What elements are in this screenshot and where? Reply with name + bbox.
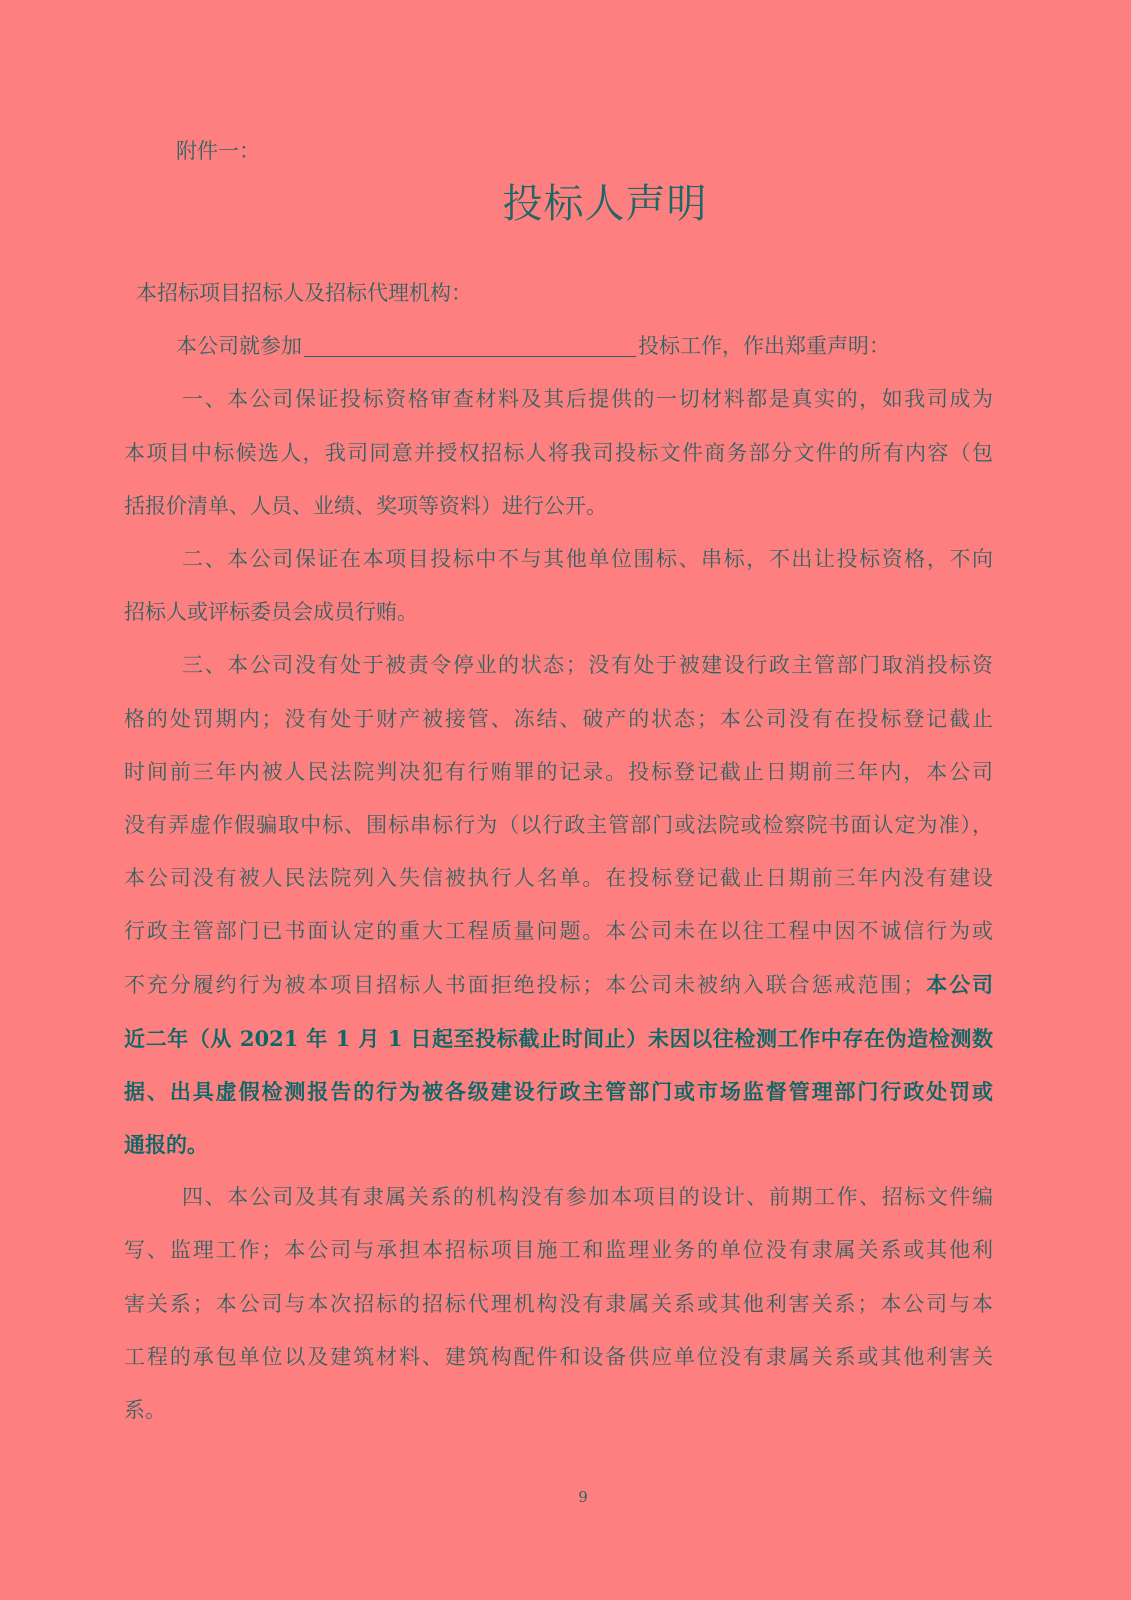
paragraph-line: 害关系；本公司与本次招标的招标代理机构没有隶属关系或其他利害关系；本公司与本 xyxy=(124,1291,993,1316)
paragraph-line: 格的处罚期内；没有处于财产被接管、冻结、破产的状态；本公司没有在投标登记截止 xyxy=(124,706,993,731)
bold-text: 本公司 xyxy=(924,972,994,998)
bold-paragraph-line: 近二年（从 2021 年 1 月 1 日起至投标截止时间止）未因以往检测工作中存在伪造检测数 xyxy=(124,1025,993,1051)
paragraph-line: 写、监理工作；本公司与承担本招标项目施工和监理业务的单位没有隶属关系或其他利 xyxy=(124,1238,993,1263)
paragraph-line: 一、本公司保证投标资格审查材料及其后提供的一切材料都是真实的，如我司成为 xyxy=(182,387,993,412)
paragraph-line: 行政主管部门已书面认定的重大工程质量问题。本公司未在以往工程中因不诚信行为或 xyxy=(124,919,993,944)
paragraph-line: 三、本公司没有处于被责令停业的状态；没有处于被建设行政主管部门取消投标资 xyxy=(182,653,993,678)
paragraph-3 xyxy=(124,639,993,1171)
attachment-label: 附件一： xyxy=(176,139,260,163)
paragraph-line: 工程的承包单位以及建筑材料、建筑构配件和设备供应单位没有隶属关系或其他利害关 xyxy=(124,1344,993,1369)
paragraph-2 xyxy=(124,533,993,639)
page-number: 9 xyxy=(578,1488,588,1506)
paragraph-line: 招标人或评标委员会成员行贿。 xyxy=(124,600,418,625)
paragraph-line: 四、本公司及其有隶属关系的机构没有参加本项目的设计、前期工作、招标文件编 xyxy=(182,1185,993,1210)
bold-paragraph-line: 通报的。 xyxy=(124,1132,208,1157)
document-title: 投标人声明 xyxy=(502,181,708,227)
paragraph-4 xyxy=(124,1171,993,1437)
regular-text: 不充分履约行为被本项目招标人书面拒绝投标；本公司未被纳入联合惩戒范围； xyxy=(124,973,925,998)
paragraph-line-mixed xyxy=(124,958,993,1011)
paragraph-line: 本公司没有被人民法院列入失信被执行人名单。在投标登记截止日期前三年内没有建设 xyxy=(124,866,993,891)
document-body xyxy=(124,267,993,1437)
declaration-line xyxy=(124,320,993,373)
declaration-text-after: 投标工作，作出郑重声明： xyxy=(638,334,890,359)
declaration-text-before: 本公司就参加 xyxy=(176,334,302,359)
paragraph-line: 二、本公司保证在本项目投标中不与其他单位围标、串标，不出让投标资格，不向 xyxy=(182,546,993,571)
paragraph-line: 系。 xyxy=(124,1397,166,1422)
paragraph-line: 没有弄虚作假骗取中标、围标串标行为（以行政主管部门或法院或检察院书面认定为准）， xyxy=(124,812,993,837)
paragraph-line: 本项目中标候选人，我司同意并授权招标人将我司投标文件商务部分文件的所有内容（包 xyxy=(124,440,993,465)
paragraph-line: 括报价清单、人员、业绩、奖项等资料）进行公开。 xyxy=(124,493,607,518)
addressee-line: 本招标项目招标人及招标代理机构： xyxy=(136,281,472,305)
project-name-blank xyxy=(304,336,636,357)
paragraph-1 xyxy=(124,373,993,533)
paragraph-line: 时间前三年内被人民法院判决犯有行贿罪的记录。投标登记截止日期前三年内，本公司 xyxy=(124,759,993,784)
bold-paragraph-line: 据、出具虚假检测报告的行为被各级建设行政主管部门或市场监督管理部门行政处罚或 xyxy=(124,1078,993,1104)
